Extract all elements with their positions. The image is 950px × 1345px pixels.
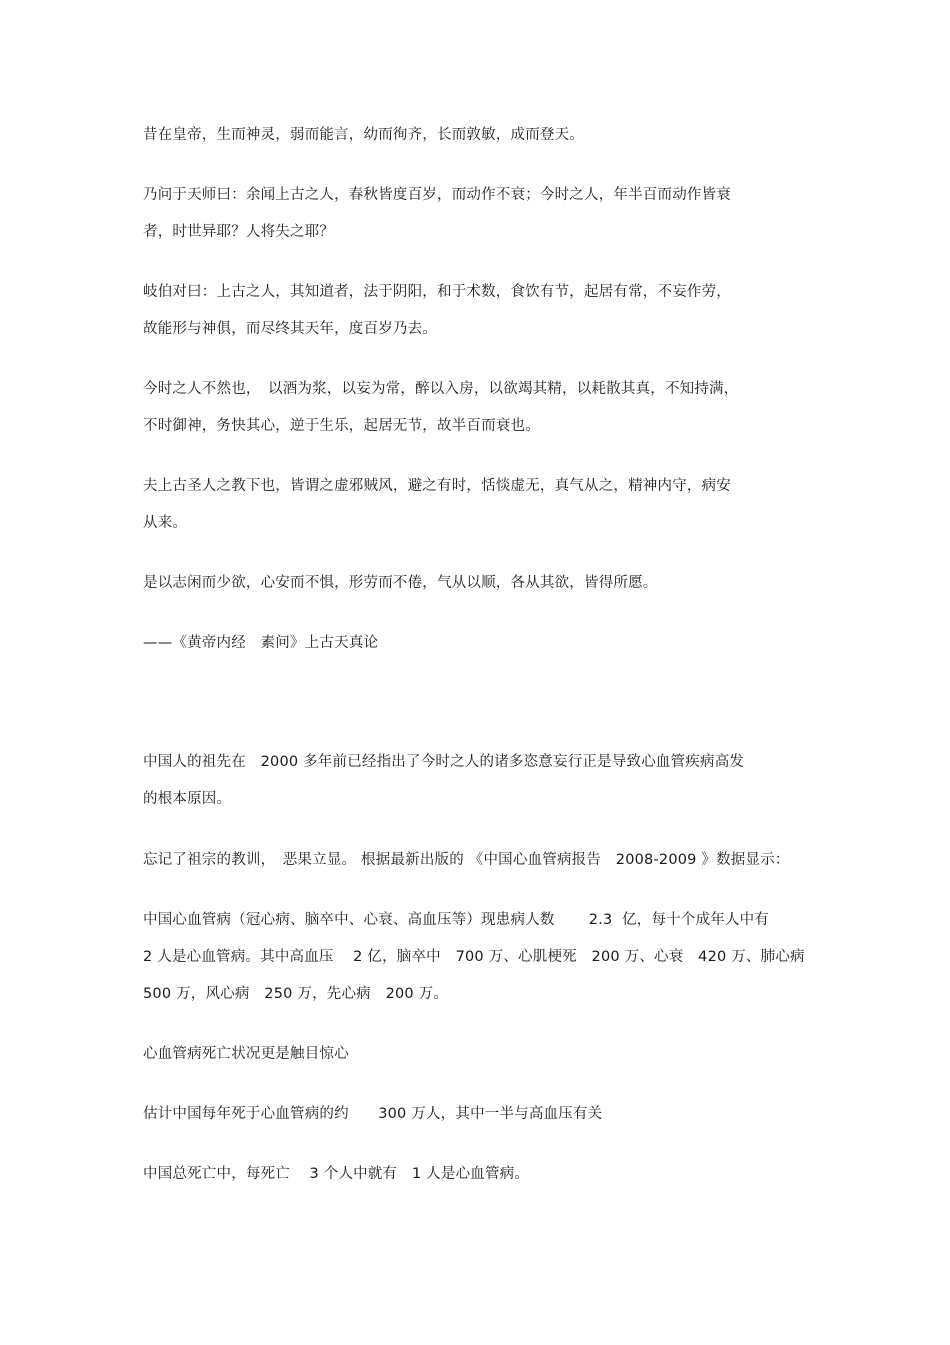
text-line: 从来。: [143, 515, 188, 531]
text-line: 是以志闲而少欲，心安而不惧，形劳而不倦，气从以顺，各从其欲，皆得所愿。: [143, 575, 658, 591]
text-line: 故能形与神俱，而尽终其天年，度百岁乃去。: [143, 321, 437, 337]
text-line: 500 万，风心病 250 万，先心病 200 万。: [143, 986, 449, 1002]
text-line: 者，时世异耶？人将失之耶？: [143, 224, 335, 240]
text-line: 夫上古圣人之教下也，皆谓之虚邪贼风，避之有时，恬惔虚无，真气从之，精神内守，病安: [143, 478, 731, 494]
text-line: 心血管病死亡状况更是触目惊心: [143, 1046, 349, 1062]
text-line: 不时御神，务快其心，逆于生乐，起居无节，故半百而衰也。: [143, 418, 540, 434]
text-line: 乃问于天师曰：余闻上古之人，春秋皆度百岁，而动作不衰；今时之人，年半百而动作皆衰: [143, 187, 731, 203]
text-line: 中国总死亡中，每死亡 3 个人中就有 1 人是心血管病。: [143, 1166, 530, 1182]
text-line: 中国心血管病（冠心病、脑卒中、心衰、高血压等）现患病人数 2.3 亿，每十个成年人中有: [143, 912, 770, 928]
text-line: 忘记了祖宗的教训， 恶果立显。 根据最新出版的 《中国心血管病报告 2008-2009 》数据显示：: [143, 852, 790, 868]
citation: ——《黄帝内经 素问》上古天真论: [143, 635, 379, 651]
text-line: 昔在皇帝，生而神灵，弱而能言，幼而徇齐，长而敦敏，成而登天。: [143, 127, 584, 143]
text-line: 中国人的祖先在 2000 多年前已经指出了今时之人的诸多恣意妄行正是导致心血管疾病高发: [143, 754, 745, 770]
text-line: 估计中国每年死于心血管病的约 300 万人，其中一半与高血压有关: [143, 1106, 603, 1122]
text-line: 今时之人不然也， 以酒为浆，以妄为常，醉以入房，以欲竭其精，以耗散其真，不知持满，: [143, 381, 739, 397]
text-line: 岐伯对曰：上古之人，其知道者，法于阴阳，和于术数，食饮有节，起居有常，不妄作劳，: [143, 284, 731, 300]
text-line: 的根本原因。: [143, 791, 232, 807]
text-line: 2 人是心血管病。其中高血压 2 亿，脑卒中 700 万、心肌梗死 200 万、心衰 420 万、肺心病: [143, 949, 805, 965]
